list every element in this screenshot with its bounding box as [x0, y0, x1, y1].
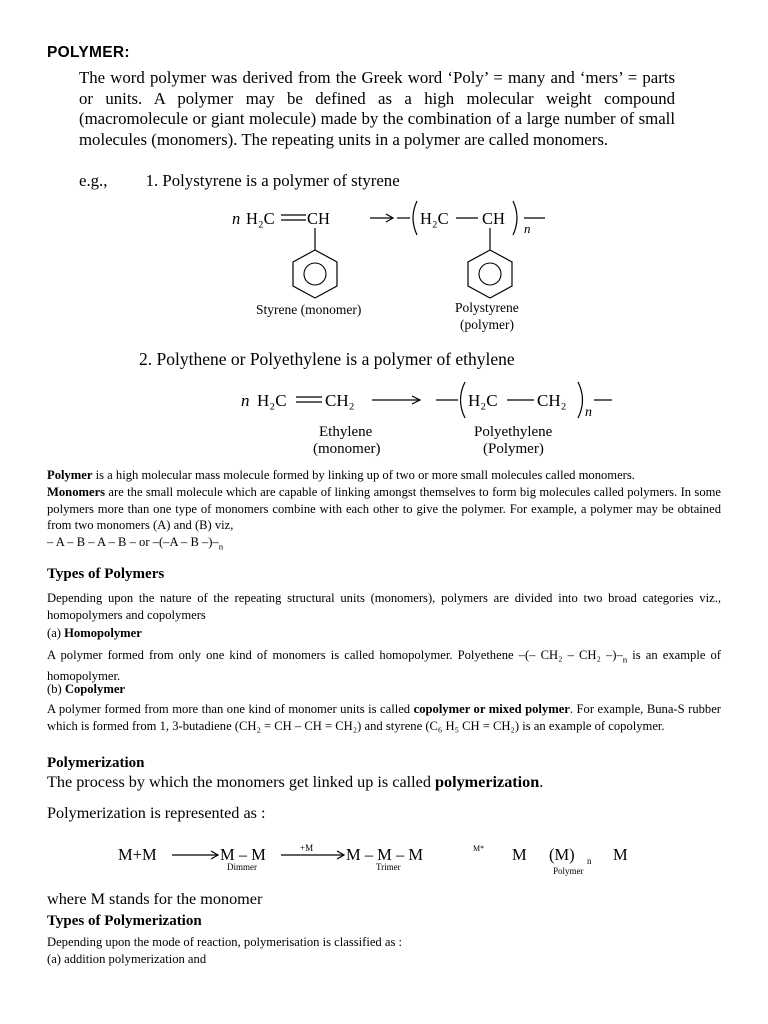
co-text-2: . For example, Buna-S rubber which is formed from 1, 3-butadiene (CH₂ = CH – CH = CH₂) and styrene (C₆ H₅ CH = CH₂) is an example of copolymer. — [47, 702, 721, 733]
polymerization-end: . — [539, 773, 544, 791]
intro-paragraph — [79, 68, 675, 150]
benzene-ring-icon — [468, 250, 512, 298]
co-prefix: (b) — [47, 682, 65, 696]
polymerization-represented: Polymerization is represented as : — [47, 804, 266, 822]
copolymer-block — [47, 701, 721, 735]
homo-label: Homopolymer — [64, 626, 142, 640]
polymerization-heading: Polymerization — [47, 755, 145, 771]
styrene-h2c: H₂C — [246, 209, 275, 228]
ab-chain-text: – A – B – A – B – or –(–A – B –)– — [47, 535, 219, 550]
ethylene-ch2: CH₂ — [325, 391, 355, 410]
polystyrene-h2c: H₂C — [420, 209, 449, 228]
intro-text: The word polymer was derived from the Greek word ‘Poly’ = many and ‘mers’ = parts or units. A polymer may be defined as a high molecular weight compound (macromolecule or giant molecule) made by the combination of a large number of small molecules (monomers). The repeating units in a polymer are called monomers. — [79, 68, 675, 149]
polyethylene-h2c: H₂C — [468, 391, 498, 410]
polyethylene-label-2: (Polymer) — [483, 441, 544, 457]
example-1-text: 1. Polystyrene is a polymer of styrene — [145, 171, 400, 190]
ethylene-n: n — [241, 391, 250, 410]
styrene-n: n — [232, 209, 241, 228]
homo-prefix: (a) — [47, 626, 65, 640]
polymerization-line1: The process by which the monomers get linked up is called — [47, 773, 435, 791]
scheme-trimer-label: Trimer — [376, 862, 401, 872]
scheme-m-a: M — [512, 845, 527, 864]
co-bold: copolymer or mixed polymer — [413, 702, 570, 716]
page-title: POLYMER: — [47, 44, 130, 61]
example-1-line — [79, 171, 400, 191]
types-of-polymerization-heading: Types of Polymerization — [47, 913, 202, 929]
polymer-definition — [47, 467, 721, 484]
polyethylene-ch2: CH₂ — [537, 391, 567, 410]
homopolymer-block — [47, 647, 721, 685]
scheme-m-plus-m: M+M — [118, 845, 157, 864]
scheme-m-star: M* — [473, 844, 485, 853]
copolymer-text — [47, 701, 721, 735]
monomers-definition — [47, 484, 721, 534]
scheme-m-b: M — [613, 845, 628, 864]
ethylene-label-2: (monomer) — [313, 441, 381, 457]
polyethylene-label-1: Polyethylene — [474, 424, 553, 440]
scheme-trimer: M – M – M — [346, 845, 424, 864]
polymer-term: Polymer — [47, 468, 93, 482]
copolymer-heading — [47, 682, 125, 697]
styrene-ch: CH — [307, 209, 330, 228]
monomers-term: Monomers — [47, 484, 106, 499]
scheme-mn: (M) — [549, 845, 575, 864]
polystyrene-ch: CH — [482, 209, 505, 228]
polystyrene-n: n — [524, 221, 531, 236]
polystyrene-label-2: (polymer) — [460, 317, 514, 332]
polymerization-scheme — [0, 836, 768, 880]
homo-n: n — [622, 654, 628, 665]
scheme-plus-m: +M — [300, 843, 314, 853]
scheme-dimer: M – M — [220, 845, 266, 864]
types-intro-text: Depending upon the nature of the repeating structural units (monomers), polymers are divided into two broad categories viz., homopolymers and copolymers — [47, 591, 721, 622]
types-polymerization-intro — [47, 934, 721, 968]
scheme-dimer-label: Dimmer — [227, 862, 257, 872]
polymerization-bold: polymerization — [434, 773, 540, 791]
types-polymerization-intro-text: Depending upon the mode of reaction, polymerisation is classified as : — [47, 935, 402, 949]
types-of-polymers-heading: Types of Polymers — [47, 566, 165, 582]
homopolymer-heading — [47, 626, 142, 641]
homo-text-1: A polymer formed from only one kind of monomers is called homopolymer. Polyethene –(– CH₂ – CH₂ –)– — [47, 648, 623, 662]
scheme-mn-sub: n — [587, 856, 592, 866]
monomers-def-text: are the small molecule which are capable of linking amongst themselves to form big molecules called polymers. In some polymers more than one type of monomers combine with each other to give the polymer. For example, a polymer may be obtained from two monomers (A) and (B) viz, — [47, 484, 721, 533]
ethylene-reaction-scheme — [0, 378, 768, 460]
polyethylene-n: n — [585, 405, 592, 420]
types-polymerization-item-a: (a) addition polymerization and — [47, 951, 207, 966]
ethylene-label-1: Ethylene — [319, 424, 373, 440]
ab-chain-n: n — [218, 541, 224, 552]
benzene-ring-icon — [293, 250, 337, 298]
ethylene-h2c: H₂C — [257, 391, 287, 410]
types-intro — [47, 590, 721, 624]
polystyrene-label-1: Polystyrene — [455, 300, 519, 315]
homopolymer-text — [47, 647, 721, 685]
example-2-line: 2. Polythene or Polyethylene is a polymer of ethylene — [139, 349, 515, 369]
co-label: Copolymer — [64, 682, 126, 696]
eg-label: e.g., — [79, 171, 108, 190]
monomer-note: where M stands for the monomer — [47, 890, 263, 908]
ab-chain — [47, 534, 721, 555]
polymer-def-text: is a high molecular mass molecule formed by linking up of two or more small molecules called monomers. — [92, 468, 635, 482]
co-text-1: A polymer formed from more than one kind of monomer units is called — [47, 702, 414, 716]
styrene-reaction-scheme — [0, 195, 768, 345]
definitions-block — [47, 467, 721, 556]
styrene-label: Styrene (monomer) — [256, 302, 362, 317]
scheme-polymer-label: Polymer — [553, 866, 584, 876]
homo-text-2: is an example of homopolymer. — [47, 648, 721, 684]
polymerization-definition — [47, 773, 543, 792]
